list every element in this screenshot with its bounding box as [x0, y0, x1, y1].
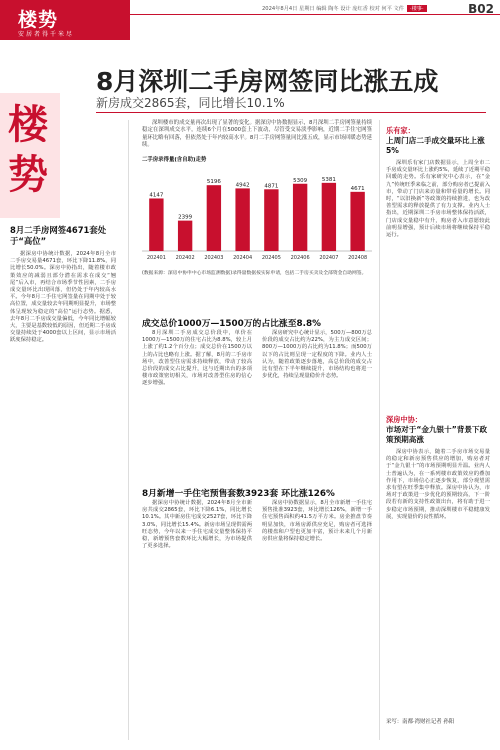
chart-category-label: 202403	[204, 255, 224, 261]
chart-value-label: 4871	[264, 183, 279, 190]
chart-bar-202404	[235, 188, 249, 251]
header-meta-text: 2024年8月4日 星期日 编辑 陶冬 设计 庞红香 校对 何平 文件	[262, 6, 404, 12]
header-tag: ·楼事·	[407, 5, 427, 12]
side-label: 楼势	[8, 102, 48, 198]
chart-value-label: 5381	[321, 176, 336, 183]
left-column	[10, 225, 116, 345]
right-story-1	[386, 126, 490, 239]
chart-title: 二手房录得量(含自助)走势	[142, 157, 207, 163]
headline: 8月深圳二手房网签同比涨五成	[96, 67, 439, 96]
chart-bar-202405	[264, 189, 278, 251]
chart-value-label: 4942	[235, 182, 250, 189]
page-number: B02	[468, 2, 494, 16]
right-kicker-2: 深房中协：	[386, 415, 422, 424]
price-col-a	[142, 330, 252, 388]
lead-text: 深圳楼市的成交量再次出现了显著的变化。据深房中协数据显示，8月深圳二手房网签量持续稳定在深圳成交水平，连续6个月在5000套上下波动，尽管受交易淡季影响，近期二手住宅网签量环比略有回落，但依然处于年内较高水平。8月二手房网签量同比涨五成，显示市场回暖态势延续。	[142, 120, 372, 149]
chart-svg	[142, 163, 372, 263]
newhome-col-a	[142, 500, 252, 550]
chart-value-label: 2399	[178, 214, 193, 221]
right-title-2: 市场对于“金九银十”背景下政策预期高涨	[386, 425, 488, 444]
headline-rule	[96, 112, 486, 113]
right-body-1: 深圳乐有家门店数据显示，上周全市二手房成交量环比上涨约5%，延续了近期平稳回暖的走势。乐有家研究中心表示，在“金九”传统旺季来临之前，部分购房者已提前入市，带动了门店来访量和带看量的增长。同时，“以旧换新”等政策的持续推进，也为改善型需求的释放提供了有力支撑。业内人士指出，近期深圳二手房市场整体保持活跃，门店成交量稳中有升，购房者入市意愿较此前明显增强，预计后续市场将继续保持平稳运行。	[386, 160, 490, 239]
column-divider-left	[128, 120, 129, 740]
chart-value-label: 4671	[350, 185, 365, 192]
newhome-col-b	[262, 500, 372, 543]
section-logo: 楼势	[18, 9, 59, 31]
price-col-b-text: 深房研究中心统计显示，500万—800万总价段的成交占比约为22%，为主力成交区间；800万—1000万的占比约为11.8%；而500万以下的占比则呈现一定程度的下降。业内人士认为，随着政策逐步落地，高总价段的成交占比有望在下半年继续提升，市场结构也将进一步优化，持续呈现量稳价升态势。	[262, 330, 372, 380]
header-rule	[130, 14, 500, 15]
chart-bar-202401	[149, 198, 163, 251]
right-kicker-1: 乐有家：	[386, 126, 415, 135]
right-story-2	[386, 415, 490, 521]
chart-category-label: 202404	[233, 255, 253, 261]
header-meta	[262, 5, 427, 12]
page-header	[0, 0, 500, 42]
chart-category-label: 202407	[319, 255, 339, 261]
price-col-a-text: 8月深圳二手房成交总价段中，单价在1000万—1500万的住宅占比为8.8%，较上月上涨了约1.2个百分点；成交总价在1500万以上的占比也略有上涨。据了解，8月的二手房市场中，改善型住房需求持续释放，带动了较高总价段的成交占比提升，这与近期出台的多项楼市政策密切相关，市场对改善型住房的信心逐步增强。	[142, 330, 252, 387]
section-banner	[0, 0, 130, 40]
chart-category-label: 202408	[348, 255, 368, 261]
chart-category-label: 202406	[290, 255, 310, 261]
right-body-2: 深房中协表示，随着二手房市场交易量的稳定和新房预售供应的增加，购房者对于“金九银十”的市场预期明显升温。业内人士普遍认为，在一系列楼市政策效应的叠加作用下，市场信心正逐步恢复，部分观望需求有望在旺季集中释放。深房中协认为，市场对于政策进一步优化的预期较高，下一阶段若有新的支持性政策出台，将有助于进一步稳定市场预期，推动深圳楼市平稳健康发展，实现量价的良性循环。	[386, 449, 490, 520]
chart-bar-202406	[293, 184, 307, 251]
left-body: 据深房中协统计数据，2024年8月全市二手房交易量4671套，环比下降11.8%，同比增长50.0%。深房中协指出，随着楼市政策效应的减弱且部分潜在需求在成交“翘尾”后入市，再结合市场季节性因素，二手房成交量环比出现回落，但仍处于年内较高水平。今年8月二手住宅网签量在同期中处于较高位置，成交量较去年同期明显提升，市场整体呈现较为稳定的“高位”运行态势。据悉，去年8月二手房成交量偏低，今年同比增幅较大，主要是基数较低的原因，但近期二手房成交量持续处于4000套以上区间，显示市场活跃度保持稳定。	[10, 251, 116, 344]
right-title-1: 上周门店二手成交量环比上涨5%	[386, 136, 485, 155]
chart-note: (数据来源：深房中协申中心市场监测数据)录得量数据按实际申请，包括二手房买卖及全部资金自助网签。	[142, 271, 367, 276]
chart-category-label: 202405	[261, 255, 281, 261]
price-section-title: 成交总价1000万—1500万的占比涨至8.8%	[142, 319, 321, 329]
reporter-credit: 采写：南都·湾财社记者 孙阳	[386, 719, 455, 725]
chart-category-label: 202401	[146, 255, 166, 261]
newhome-col-a-text: 据深房中协统计数据，2024年8月全市新房共成交2865套，环比下降6.1%，同比增长10.1%。其中新房住宅成交2527套，环比下降3.0%，同比增长15.4%。新房市场呈现供需两旺态势，今年以来一手住宅成交量整体保持平稳，新增预售套数环比大幅增长，为市场提供了更多选择。	[142, 500, 252, 550]
chart-bar-202403	[207, 185, 221, 251]
left-title: 8月二手房网签4671套处于“高位”	[10, 225, 107, 246]
subheadline: 新房成交2865套，同比增长10.1%	[96, 96, 285, 110]
newhome-col-b-text: 深房中协数据显示，8月全市新增一手住宅预售批准3923套，环比增长126%，新增一手住宅预售面积约41.5万平方米。房企推盘节奏明显加快，市场房源供应充足，购房者可选择的楼盘和户型也更加丰富，预计未来几个月新房供应量将保持稳定增长。	[262, 500, 372, 543]
price-col-b	[262, 330, 372, 380]
section-slogan: 安居者得千米尽	[18, 31, 75, 38]
newhome-section-title: 8月新增一手住宅预售套数3923套 环比涨126%	[142, 489, 335, 499]
column-divider-right	[379, 120, 380, 740]
chart-bar-202402	[178, 221, 192, 251]
chart-value-label: 4147	[149, 192, 164, 199]
chart-value-label: 5196	[206, 179, 221, 186]
lead-paragraph	[142, 120, 372, 150]
chart-value-label: 5309	[293, 177, 308, 184]
chart-bar-202407	[322, 183, 336, 251]
chart-bar-202408	[350, 192, 364, 251]
bar-chart	[142, 155, 372, 290]
chart-category-label: 202402	[175, 255, 195, 261]
